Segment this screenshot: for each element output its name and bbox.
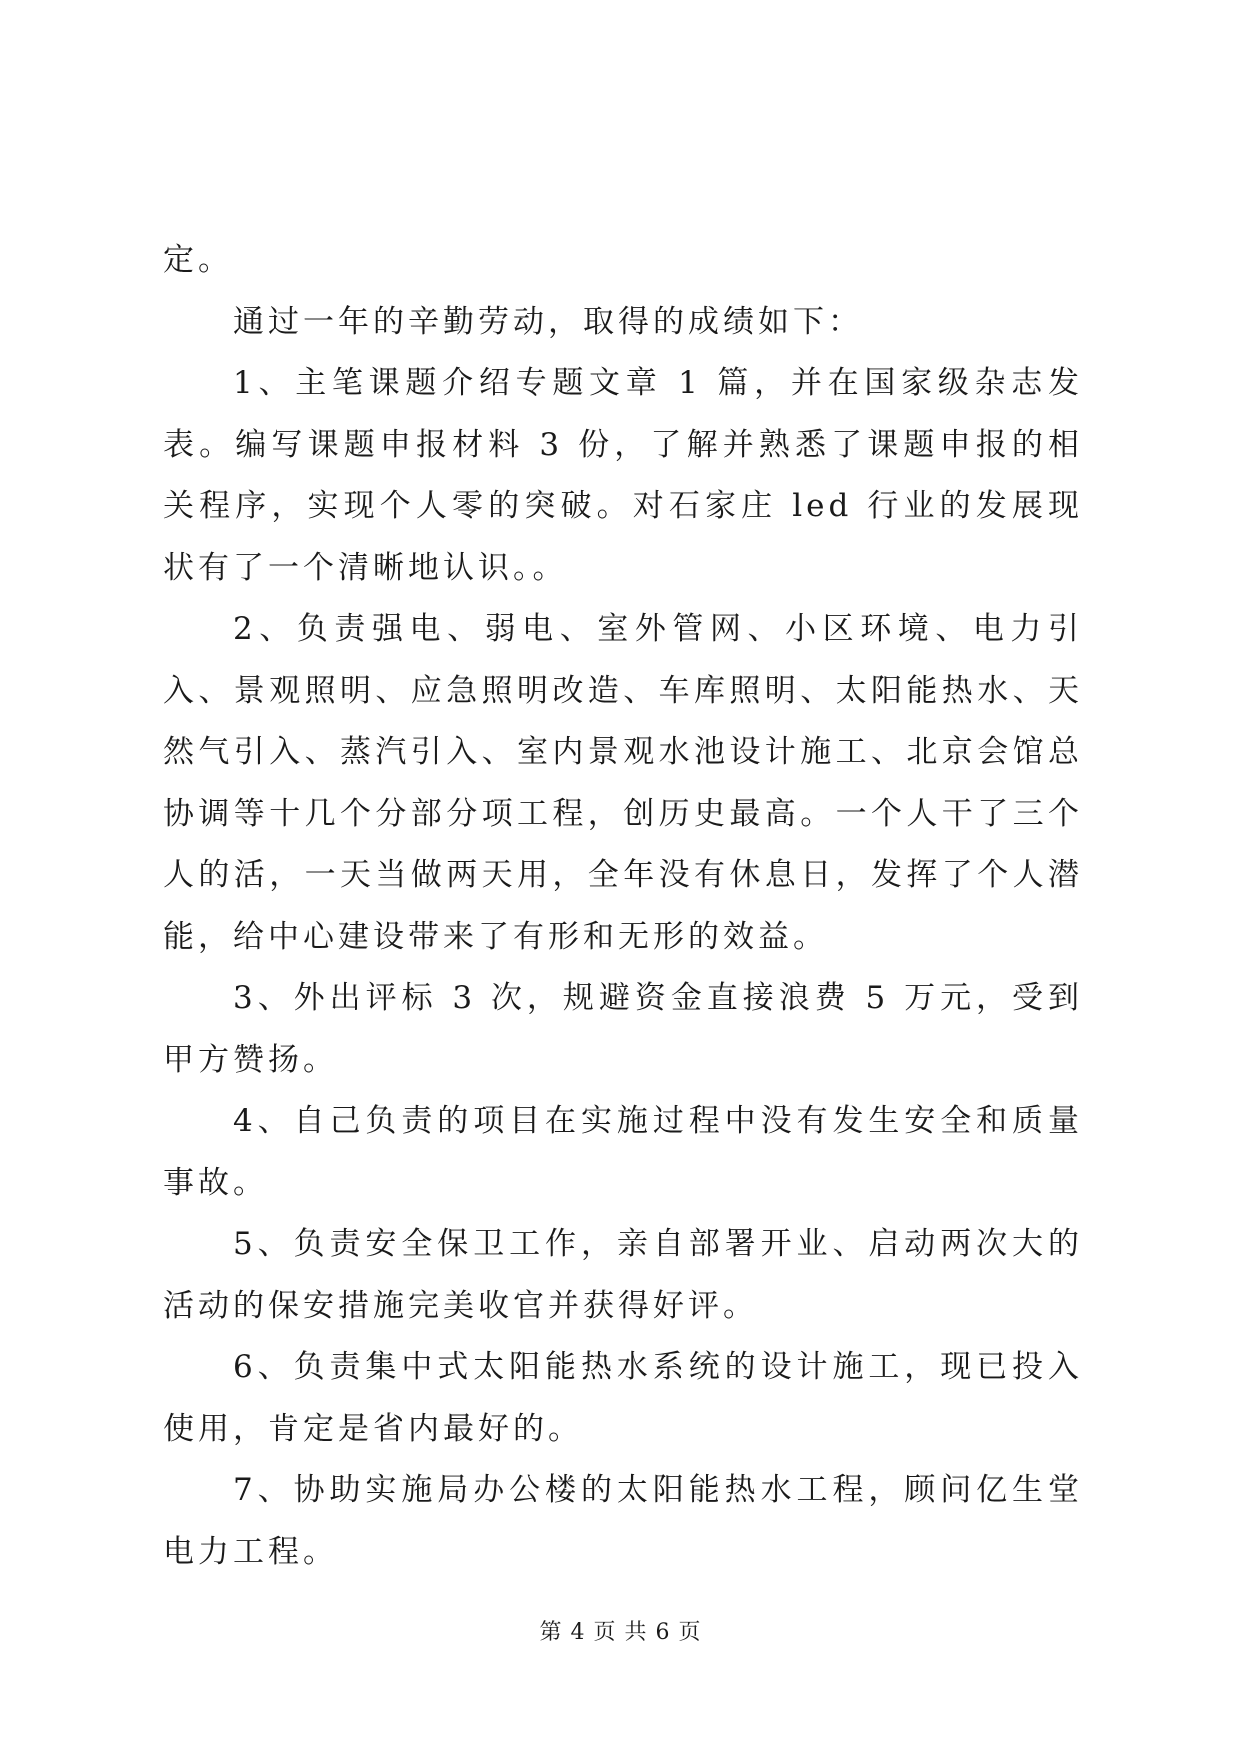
paragraph-item-2: 2、负责强电、弱电、室外管网、小区环境、电力引入、景观照明、应急照明改造、车库照明、太阳能热水、天然气引入、蒸汽引入、室内景观水池设计施工、北京会馆总协调等十几个分部分项工程，创历史最高。一个人干了三个人的活，一天当做两天用，全年没有休息日，发挥了个人潜能，给中心建设带来了有形和无形的效益。: [163, 611, 1083, 955]
paragraph-item-6: 6、负责集中式太阳能热水系统的设计施工，现已投入使用，肯定是省内最好的。: [163, 1349, 1083, 1447]
page-number-footer: 第 4 页 共 6 页: [539, 1620, 702, 1645]
paragraph-item-5: 5、负责安全保卫工作，亲自部署开业、启动两次大的活动的保安措施完美收官并获得好评。: [163, 1226, 1083, 1324]
paragraph-item-3: 3、外出评标 3 次，规避资金直接浪费 5 万元，受到甲方赞扬。: [163, 980, 1083, 1078]
paragraph-item-1: 1、主笔课题介绍专题文章 1 篇，并在国家级杂志发表。编写课题申报材料 3 份，了解并熟悉了课题申报的相关程序，实现个人零的突破。对石家庄 led 行业的发展现状有了一个清晰地认识。。: [163, 365, 1083, 586]
paragraph-item-4: 4、自己负责的项目在实施过程中没有发生安全和质量事故。: [163, 1103, 1083, 1201]
paragraph-item-7: 7、协助实施局办公楼的太阳能热水工程，顾问亿生堂电力工程。: [163, 1472, 1083, 1570]
paragraph-continuation: 定。: [163, 242, 233, 278]
paragraph-intro: 通过一年的辛勤劳动，取得的成绩如下：: [233, 303, 863, 340]
document-body: [163, 230, 1083, 1583]
